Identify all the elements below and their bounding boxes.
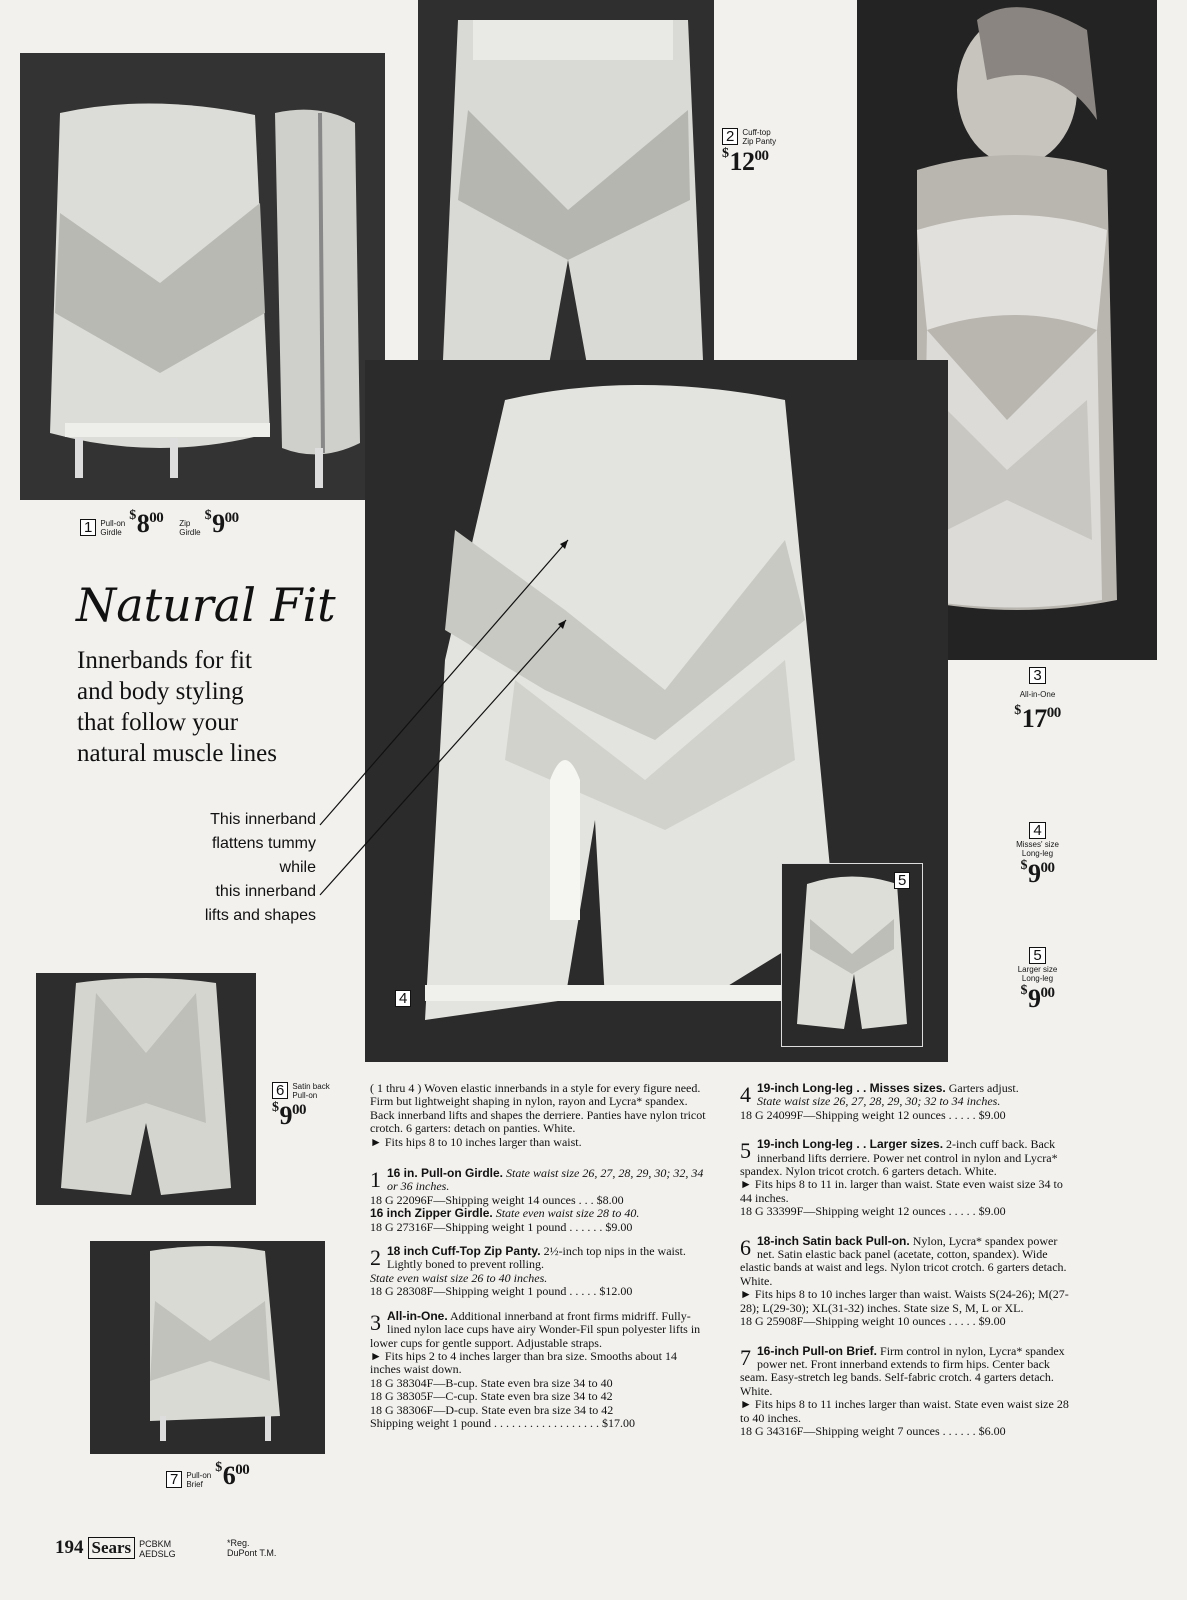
item4-name-b: Long-leg <box>1021 849 1054 859</box>
photo-item1-girdles <box>20 53 385 500</box>
reg-line-1: *Reg. <box>227 1538 250 1548</box>
photo4-number: 4 <box>395 990 411 1007</box>
label-item6 <box>272 1082 330 1131</box>
item7-price: $^{\$}6^{00}$ <box>215 1460 250 1490</box>
copy-item5: 5 19-inch Long-leg . . Larger sizes. 2-inch cuff back. Back innerband lifts derriere. Power net control in nylon and Lycra* spandex. Nylon tricot crotch. 6 garters detach. White. ► Fits hips 8 to 11 in. larger than waist. State even waist size 34 to 44 inches. 18 G 33399F—Shipping weight 12 ounces . . . . . $9.00 <box>740 1137 1063 1219</box>
label-item5 <box>995 947 1080 1014</box>
item7-name-a: Pull-on <box>186 1471 212 1481</box>
headline-script: Natural Fit <box>76 578 336 632</box>
subhead-line-4: natural muscle lines <box>77 740 277 767</box>
brand-logo: Sears <box>88 1537 136 1559</box>
item6-name-a: Satin back <box>292 1082 330 1092</box>
photo-item6-satin-back <box>36 973 256 1205</box>
copy-item6: 6 18-inch Satin back Pull-on. Nylon, Lycra* spandex power net. Satin elastic back panel (acetate, cotton, spandex). Wide elastic bands at waist and legs. Nylon tricot crotch. 6 garters detach. White. ► Fits hips 8 to 10 inches larger than waist. Waists S(24-26); M(27-28); L(29-30); XL(31-32) inches. State size S, M, L or XL. 18 G 25908F—Shipping weight 10 ounces . . . . . $9.00 <box>740 1233 1069 1329</box>
reg-note <box>227 1538 276 1558</box>
item2-price: $^{\$}12^{00}$ <box>722 146 769 177</box>
page-footer <box>55 1537 176 1559</box>
item4-name-a: Misses' size <box>1016 840 1059 850</box>
item5-name-a: Larger size <box>1017 965 1058 975</box>
label-item4 <box>995 822 1080 889</box>
subhead-line-3: that follow your <box>77 709 239 736</box>
item1-price2: $^{\$}9^{00}$ <box>204 508 239 538</box>
copy-item1: 1 16 in. Pull-on Girdle. State waist size 26, 27, 28, 29, 30; 32, 34 or 36 inches. 18 G 22096F—Shipping weight 14 ounces . . . $8.00 16 inch Zipper Girdle. State even waist size 28 to 40. 18 G 27316F—Shipping weight 1 pound . . . . . . $9.00 <box>370 1166 704 1234</box>
subhead-line-2: and body styling <box>77 678 244 705</box>
item1-name2a: Zip <box>179 519 191 529</box>
copy-item2: 2 18 inch Cuff-Top Zip Panty. 2½-inch top nips in the waist. Lightly boned to prevent rolling. State even waist size 26 to 40 inches. 18 G 28308F—Shipping weight 1 pound . . . . . $12.00 <box>370 1244 686 1299</box>
photo-item2-cuff-top-panty <box>418 0 714 385</box>
item2-name-a: Cuff-top <box>742 128 771 138</box>
code-line-2: AEDSLG <box>139 1549 176 1560</box>
item7-name-b: Brief <box>186 1480 203 1490</box>
copy-item4: 4 19-inch Long-leg . . Misses sizes. Garters adjust. State waist size 26, 27, 28, 29, 30; 32 to 34 inches. 18 G 24099F—Shipping weight 12 ounces . . . . . $9.00 <box>740 1081 1019 1122</box>
photo-item7-pull-on-brief <box>90 1241 325 1454</box>
callouts <box>150 808 316 928</box>
item6-name-b: Pull-on <box>292 1091 318 1101</box>
item5-number: 5 <box>1029 947 1045 964</box>
copy-item7: 7 16-inch Pull-on Brief. Firm control in nylon, Lycra* spandex power net. Front innerband extends to firm hips. Center back seam. Easy-stretch leg bands. Self-fabric crotch. 4 garters detach. White. ► Fits hips 8 to 11 inches larger than waist. State even waist size 28 to 40 inches. 18 G 34316F—Shipping weight 7 ounces . . . . . . $6.00 <box>740 1343 1069 1438</box>
item4-number: 4 <box>1029 822 1045 839</box>
item3-number: 3 <box>1029 667 1045 684</box>
copy-left-column <box>370 1082 706 1441</box>
callout-line-4: this innerband <box>215 883 316 900</box>
callout-line-1: This innerband <box>210 811 316 828</box>
reg-line-2: DuPont T.M. <box>227 1548 277 1558</box>
copy-intro-fits: ► Fits hips 8 to 10 inches larger than waist. <box>370 1134 582 1149</box>
label-item1 <box>80 508 239 539</box>
item2-name-b: Zip Panty <box>742 137 777 147</box>
callout-line-3: while <box>279 859 316 876</box>
subhead-line-1: Innerbands for fit <box>77 647 252 674</box>
copy-intro: ( 1 thru 4 ) Woven elastic innerbands in a style for every figure need. Firm but lightweight shaping in nylon, rayon and Lycra* spandex. Back innerband lifts and shapes the derriere. Panties have nylon tricot crotch. 6 garters: detach on panties. White. ► Fits hips 8 to 10 inches larger than waist. <box>370 1081 706 1149</box>
item1-name1a: Pull-on <box>100 519 126 529</box>
copy-right-column <box>740 1082 1076 1449</box>
item1-number: 1 <box>80 519 96 536</box>
item2-number: 2 <box>722 128 738 145</box>
photo-item5-larger-long-leg <box>781 863 923 1047</box>
item1-price1: $^{\$}8^{00}$ <box>129 508 164 538</box>
page-number: 194 <box>55 1537 84 1558</box>
callout-line-2: flattens tummy <box>211 835 316 852</box>
item6-number: 6 <box>272 1082 288 1099</box>
callout-arrows <box>310 520 590 910</box>
item5-price: $^{\$}9^{00}$ <box>1020 983 1055 1014</box>
callout-line-5: lifts and shapes <box>204 907 316 924</box>
label-item2 <box>722 128 776 177</box>
item3-price: $^{\$}17^{00}$ <box>1014 703 1061 733</box>
item3-name: All-in-One <box>1019 689 1056 699</box>
copy-item3: 3 All-in-One. Additional innerband at front firms midriff. Fully-lined nylon lace cups have airy Wonder-Fil spun polyester lifts in lower cups for gentle support. Adjustable straps. ► Fits hips 2 to 4 inches larger than bra size. Smooths about 14 inches waist down. 18 G 38304F—B-cup. State even bra size 34 to 40 18 G 38305F—C-cup. State even bra size 34 to 42 18 G 38306F—D-cup. State even bra size 34 to 42 Shipping weight 1 pound . . . . . . . . . . . . . . . . . . $17.00 <box>370 1308 701 1430</box>
item7-number: 7 <box>166 1471 182 1488</box>
label-item7 <box>166 1460 249 1491</box>
item5-name-b: Long-leg <box>1021 974 1054 984</box>
code-line-1: PCBKM <box>139 1539 172 1550</box>
label-item3 <box>990 667 1085 734</box>
item4-price: $^{\$}9^{00}$ <box>1020 858 1055 889</box>
item1-name1b: Girdle <box>100 528 122 538</box>
photo5-number: 5 <box>894 872 910 889</box>
item1-name2b: Girdle <box>179 528 201 538</box>
item6-price: $^{\$}9^{00}$ <box>272 1100 306 1131</box>
headline-subhead <box>77 645 277 769</box>
